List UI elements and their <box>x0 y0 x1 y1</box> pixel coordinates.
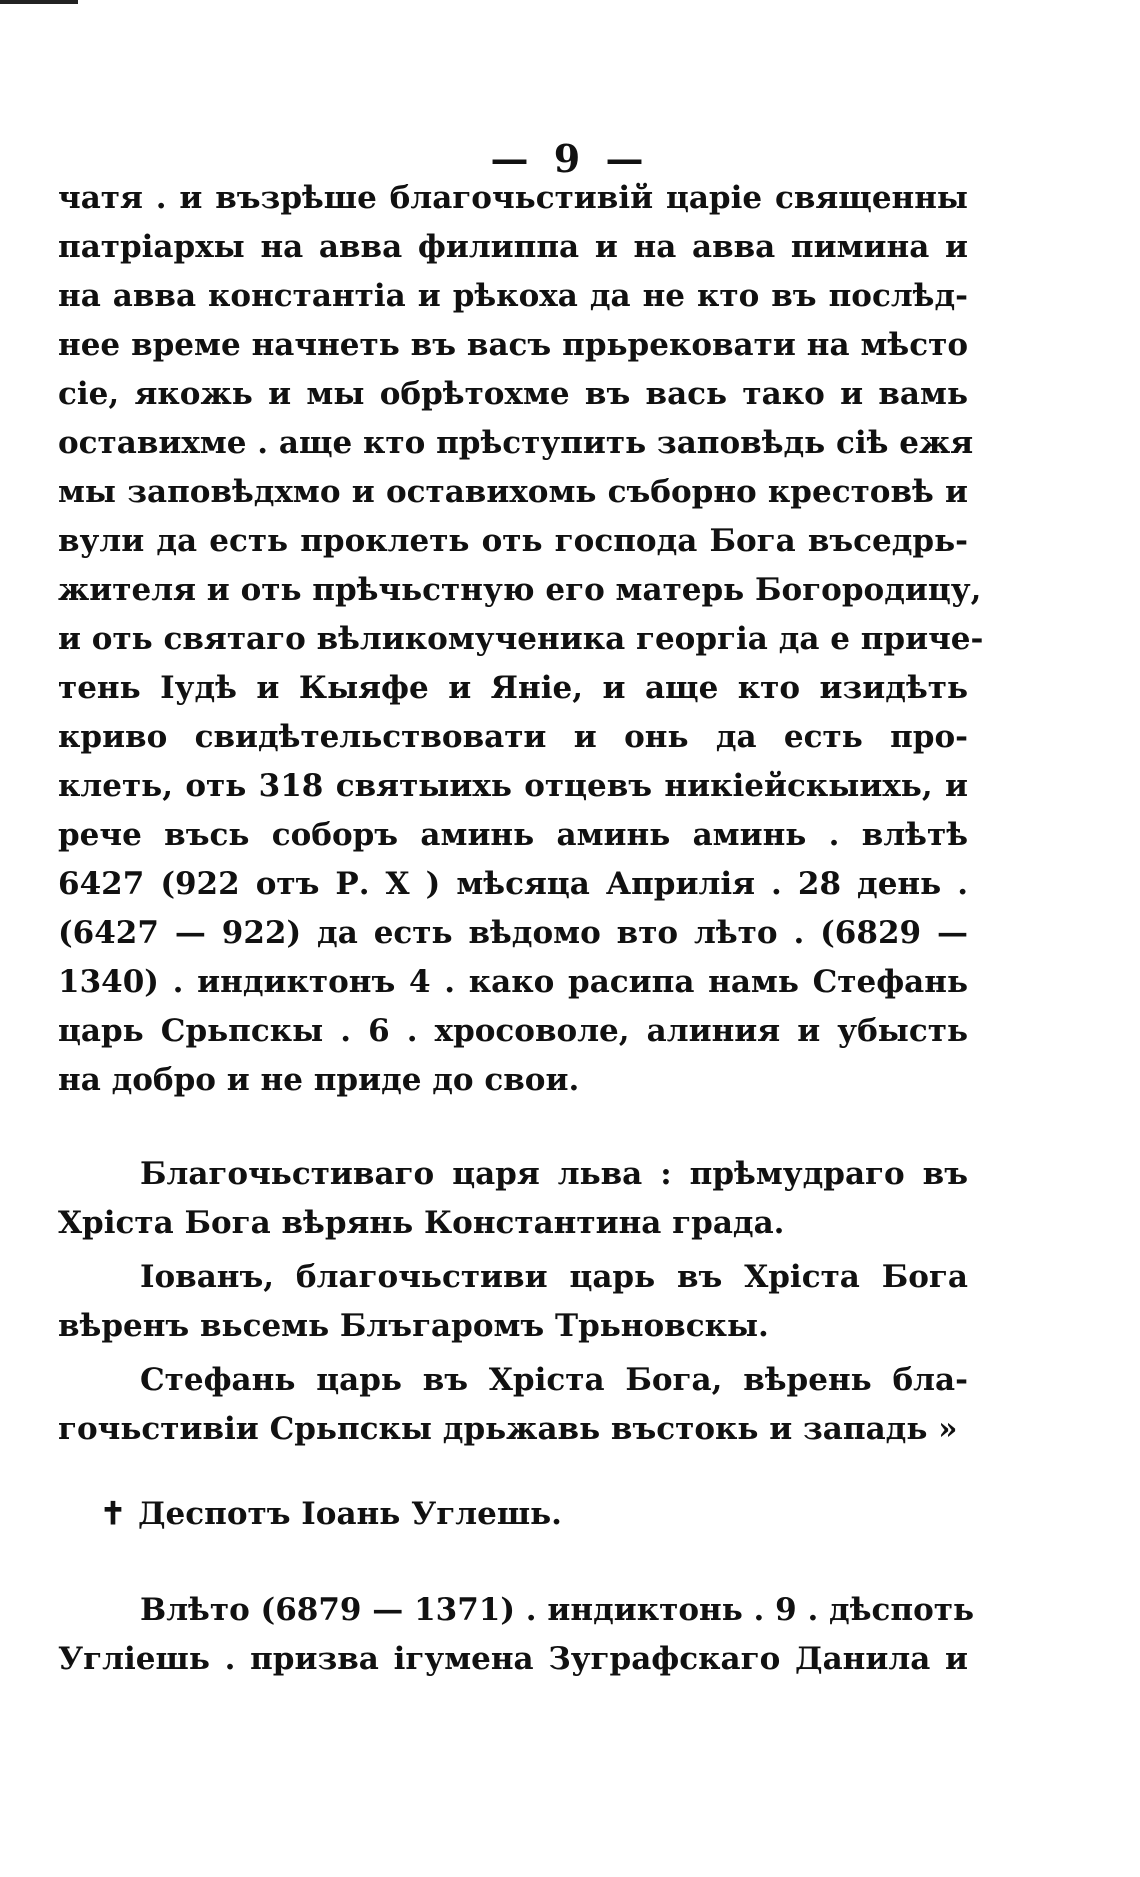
text-line: рече въсь соборъ аминь аминь аминь . влѣтѣ <box>58 817 968 853</box>
text-line: оставихме . аще кто прѣступить заповѣдь сіѣ ежя <box>58 425 974 461</box>
text-line: патріархы на авва филиппа и на авва пимина и <box>58 229 968 265</box>
paragraph-1 <box>58 174 984 1105</box>
text-line: и оть святаго вѣликомученика георгіа да е приче- <box>58 621 984 657</box>
cross-icon: ✝ <box>100 1496 126 1532</box>
text-line: 6427 (922 отъ Р. Х ) мѣсяца Априлія . 28 день . <box>58 866 968 902</box>
paragraph-2 <box>58 1150 968 1248</box>
heading-line <box>58 1490 968 1539</box>
text-line: на добро и не приде до свои. <box>58 1062 580 1098</box>
text-line: 1340) . индиктонъ 4 . како расипа намь Стефань <box>58 964 968 1000</box>
text-line: нее време начнеть въ васъ прьрековати на мѣсто <box>58 327 968 363</box>
text-line: вѣренъ вьсемь Блъгаромъ Трьновскы. <box>58 1308 769 1344</box>
text-line: клеть, оть 318 святыихь отцевъ никіейскыихь, и <box>58 768 968 804</box>
text-line: Влѣто (6879 — 1371) . индиктонь . 9 . дѣспоть <box>140 1592 975 1628</box>
text-line: Стефань царь въ Хріста Бога, вѣрень бла- <box>140 1362 968 1398</box>
paragraph-4 <box>58 1356 968 1454</box>
text-line: мы заповѣдхмо и оставихомь съборно крестовѣ и <box>58 474 968 510</box>
text-line: царь Срьпскы . 6 . хросоволе, алиния и убысть <box>58 1013 968 1049</box>
text-line: сіе, якожь и мы обрѣтохме въ вась тако и вамь <box>58 376 968 412</box>
text-line: Угліешь . призва ігумена Зуграфскаго Данила и <box>58 1641 968 1677</box>
section-heading <box>58 1490 968 1539</box>
text-line: на авва константіа и рѣкоха да не кто въ послѣд- <box>58 278 968 314</box>
text-line: гочьстивіи Срьпскы дрьжавь въстокь и западь » <box>58 1411 958 1447</box>
text-line: (6427 — 922) да есть вѣдомо вто лѣто . (6829 — <box>58 915 968 951</box>
paragraph-3 <box>58 1253 968 1351</box>
text-line: жителя и оть прѣчьстную его матерь Богородицу, <box>58 572 982 608</box>
text-line: криво свидѣтельствовати и онь да есть про- <box>58 719 968 755</box>
text-line: Хріста Бога вѣрянь Константина града. <box>58 1205 785 1241</box>
text-line: Іованъ, благочьстиви царь въ Хріста Бога <box>140 1259 968 1295</box>
paragraph-5 <box>58 1586 975 1684</box>
text-line: Благочьстиваго царя льва : прѣмудраго въ <box>140 1156 968 1192</box>
top-rule <box>0 0 78 4</box>
page-number: — 9 — <box>490 136 650 181</box>
text-line: тень Іудѣ и Кыяфе и Яніе, и аще кто изидѣть <box>58 670 968 706</box>
heading-text: Деспотъ Іоань Углешь. <box>137 1496 562 1532</box>
text-line: вули да есть проклеть оть господа Бога въседрь- <box>58 523 968 559</box>
text-line: чатя . и възрѣше благочьстивій царіе священны <box>58 180 968 216</box>
